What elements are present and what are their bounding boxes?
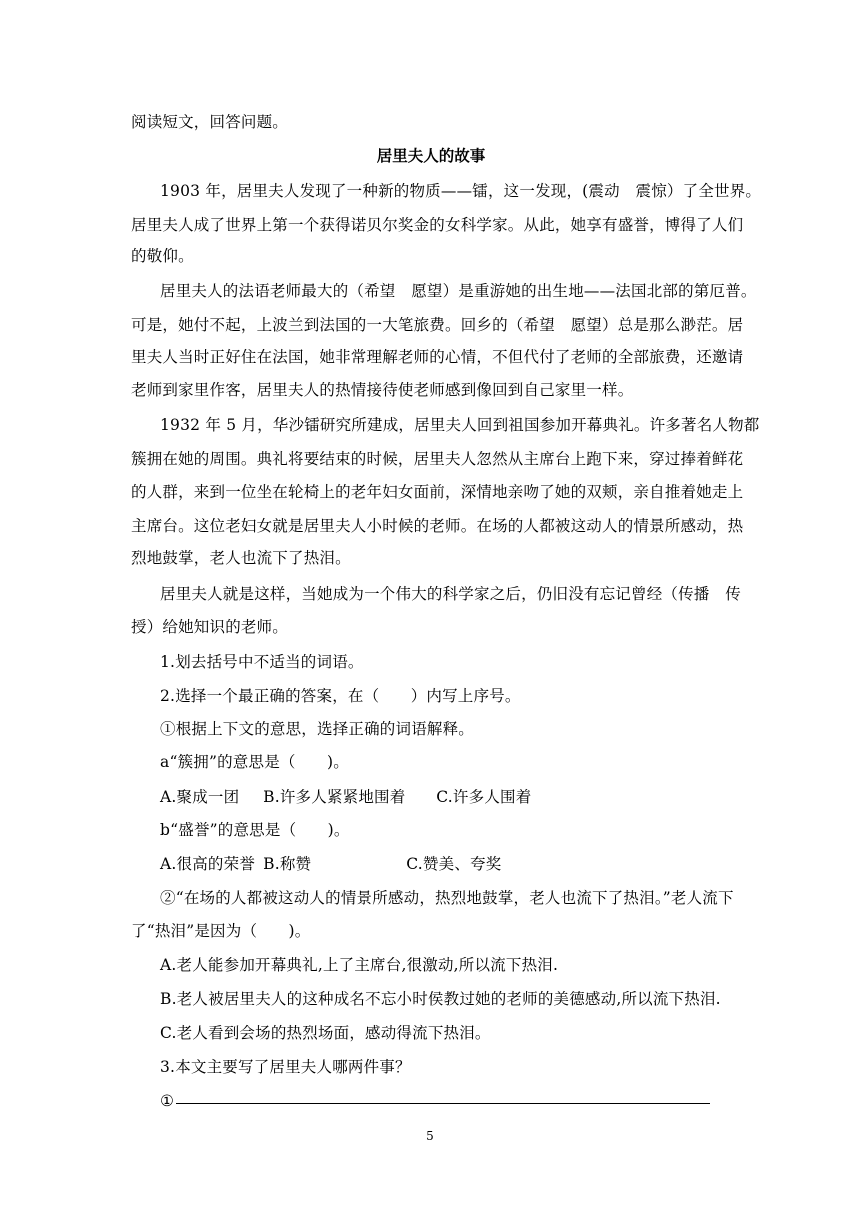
option-a: A.很高的荣誉: [160, 855, 256, 873]
question-2-a: a“簇拥”的意思是（ )。: [160, 753, 349, 771]
paragraph-4-line-2: 授）给她知识的老师。: [131, 618, 289, 636]
paragraph-3-line-3: 的人群，来到一位坐在轮椅上的老年妇女面前，深情地亲吻了她的双颊，亲自推着她走上: [131, 483, 744, 501]
question-2-a-options: [160, 787, 760, 807]
question-2-part-2-option-c: C.老人看到会场的热烈场面，感动得流下热泪。: [160, 1024, 491, 1042]
page-number: 5: [426, 1129, 434, 1143]
option-c: C.赞美、夸奖: [406, 855, 502, 873]
paragraph-4-line-1: 居里夫人就是这样，当她成为一个伟大的科学家之后，仍旧没有忘记曾经（传播 传: [160, 585, 741, 603]
option-b: B.许多人紧紧地围着: [263, 788, 406, 806]
paragraph-3-line-1: 1932 年 5 月，华沙镭研究所建成，居里夫人回到祖国参加开幕典礼。许多著名人物都: [160, 416, 760, 434]
paragraph-1-line-3: 的敬仰。: [131, 247, 194, 265]
instruction-text: 阅读短文，回答问题。: [131, 113, 289, 131]
question-2-part-2-line-2: 了“热泪”是因为（ )。: [131, 922, 311, 940]
passage-title: 居里夫人的故事: [376, 146, 486, 165]
paragraph-2-line-3: 里夫人当时正好住在法国，她非常理解老师的心情，不但代付了老师的全部旅费，还邀请: [131, 348, 744, 366]
question-2-b: b“盛誉”的意思是（ )。: [160, 821, 350, 839]
paragraph-3-line-2: 簇拥在她的周围。典礼将要结束的时候，居里夫人忽然从主席台上跑下来，穿过捧着鲜花: [131, 450, 744, 468]
question-2: 2.选择一个最正确的答案，在（ ）内写上序号。: [160, 687, 521, 705]
question-2-part-1: ①根据上下文的意思，选择正确的词语解释。: [160, 720, 475, 738]
paragraph-2-line-2: 可是，她付不起，上波兰到法国的一大笔旅费。回乡的（希望 愿望）总是那么渺茫。居: [131, 316, 744, 334]
answer-marker: ①: [160, 1092, 174, 1110]
option-c: C.许多人围着: [436, 788, 532, 806]
paragraph-3-line-4: 主席台。这位老妇女就是居里夫人小时候的老师。在场的人都被这动人的情景所感动，热: [131, 517, 744, 535]
paragraph-2-line-4: 老师到家里作客，居里夫人的热情接待使老师感到像回到自己家里一样。: [131, 381, 634, 399]
question-2-b-options: [160, 854, 760, 874]
paragraph-3-line-5: 烈地鼓掌，老人也流下了热泪。: [131, 549, 351, 567]
answer-blank-line[interactable]: [176, 1103, 710, 1104]
paragraph-2-line-1: 居里夫人的法语老师最大的（希望 愿望）是重游她的出生地——法国北部的第厄普。: [160, 282, 757, 300]
option-a: A.聚成一团: [160, 788, 240, 806]
question-2-part-2-option-b: B.老人被居里夫人的这种成名不忘小时侯教过她的老师的美德感动,所以流下热泪.: [160, 990, 721, 1008]
option-b: B.称赞: [263, 855, 312, 873]
question-2-part-2-line-1: ②“在场的人都被这动人的情景所感动，热烈地鼓掌，老人也流下了热泪。”老人流下: [160, 889, 734, 907]
paragraph-1-line-2: 居里夫人成了世界上第一个获得诺贝尔奖金的女科学家。从此，她享有盛誉，博得了人们: [131, 216, 744, 234]
question-3: 3.本文主要写了居里夫人哪两件事？: [160, 1058, 411, 1076]
paragraph-1-line-1: 1903 年，居里夫人发现了一种新的物质——镭，这一发现，(震动 震惊）了全世界。: [160, 182, 762, 200]
question-1: 1.划去括号中不适当的词语。: [160, 653, 364, 671]
question-2-part-2-option-a: A.老人能参加开幕典礼,上了主席台,很激动,所以流下热泪.: [160, 956, 559, 974]
